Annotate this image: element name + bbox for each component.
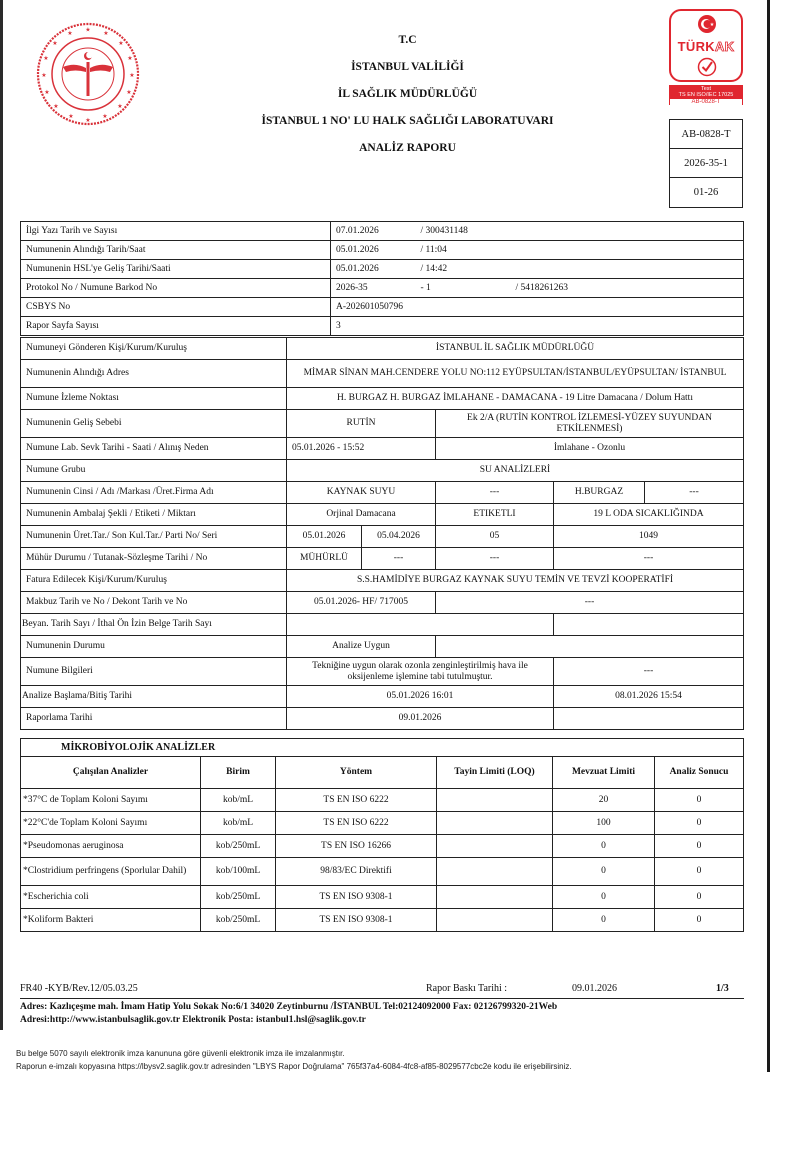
svg-text:★: ★: [67, 31, 73, 37]
table-row: Numune İzleme Noktası H. BURGAZ H. BURGAZ İMLAHANE - DAMACANA - 19 Litre Damacana / Dolum Hattı: [21, 388, 744, 410]
table-row: Rapor Sayfa Sayısı 3: [21, 317, 744, 336]
table-row: Makbuz Tarih ve No / Dekont Tarih ve No 05.01.2026- HF/ 717005 ---: [21, 592, 744, 614]
table-row: Numunenin Geliş Sebebi RUTİN Ek 2/A (RUTİN KONTROL İZLEMESİ-YÜZEY SUYUNDAN ETKİLENMESİ): [21, 410, 744, 438]
table-row: *Pseudomonas aeruginosa kob/250mL TS EN ISO 16266 0 0: [21, 835, 744, 858]
table-row: *37°C de Toplam Koloni Sayımı kob/mL TS EN ISO 6222 20 0: [21, 789, 744, 812]
table-row: *Escherichia coli kob/250mL TS EN ISO 9308-1 0 0: [21, 886, 744, 909]
checkmark-icon: [697, 57, 717, 77]
report-footer: [20, 983, 744, 999]
table-row: Numunenin Cinsi / Adı /Markası /Üret.Firma Adı KAYNAK SUYU --- H.BURGAZ ---: [21, 482, 744, 504]
title-line-report: ANALİZ RAPORU: [359, 142, 456, 154]
svg-text:★: ★: [85, 118, 91, 124]
turkak-wordmark: TÜRKAK: [677, 39, 735, 54]
reference-info-table: [20, 221, 744, 336]
print-date: 09.01.2026: [572, 983, 617, 994]
table-row: Analize Başlama/Bitiş Tarihi 05.01.2026 16:01 08.01.2026 15:54: [21, 686, 744, 708]
accreditation-code: AB-0828-T: [670, 120, 742, 149]
svg-text:★: ★: [117, 104, 123, 110]
svg-text:★: ★: [129, 73, 135, 79]
sample-details-table: [20, 337, 744, 730]
table-row: *Koliform Bakteri kob/250mL TS EN ISO 9308-1 0 0: [21, 909, 744, 932]
svg-text:★: ★: [53, 104, 59, 110]
report-number: 2026-35-1: [670, 149, 742, 178]
svg-text:★: ★: [102, 114, 108, 120]
print-date-label: Rapor Baskı Tarihi :: [426, 983, 508, 994]
form-code: FR40 -KYB/Rev.12/05.03.25: [20, 983, 138, 994]
title-line-directorate: İL SAĞLIK MÜDÜRLÜĞÜ: [337, 88, 478, 100]
table-header-row: Çalışılan Analizler Birim Yöntem Tayin Limiti (LOQ) Mevzuat Limiti Analiz Sonucu: [21, 757, 744, 789]
table-row: İlgi Yazı Tarih ve Sayısı 07.01.2026 / 300431148: [21, 222, 744, 241]
table-row: *22°C'de Toplam Koloni Sayımı kob/mL TS EN ISO 6222 100 0: [21, 812, 744, 835]
table-row: *Clostridium perfringens (Sporlular Dahil) kob/100mL 98/83/EC Direktifi 0 0: [21, 858, 744, 886]
ministry-seal-icon: [33, 22, 143, 126]
svg-text:★: ★: [52, 41, 58, 47]
svg-text:★: ★: [127, 56, 133, 62]
report-header: [0, 0, 800, 215]
turkak-logo: [669, 9, 743, 82]
table-row: Numune Lab. Sevk Tarihi - Saati / Alınış Neden 05.01.2026 - 15:52 İmlahane - Ozonlu: [21, 438, 744, 460]
svg-text:★: ★: [103, 31, 109, 37]
title-line-tc: T.C: [398, 34, 417, 46]
table-row: Numunenin Durumu Analize Uygun: [21, 636, 744, 658]
table-row: Mühür Durumu / Tutanak-Sözleşme Tarihi / No MÜHÜRLÜ --- --- ---: [21, 548, 744, 570]
report-title-block: [230, 32, 585, 167]
title-line-laboratory: İSTANBUL 1 NO' LU HALK SAĞLIĞI LABORATUVARI: [261, 115, 554, 127]
turkak-badge: [669, 9, 745, 106]
table-row: Beyan. Tarih Sayı / İthal Ön İzin Belge Tarih Sayı: [21, 614, 744, 636]
table-row: Fatura Edilecek Kişi/Kurum/Kuruluş S.S.HAMİDİYE BURGAZ KAYNAK SUYU TEMİN VE TEVZİ KOOPERATİFİ: [21, 570, 744, 592]
svg-text:★: ★: [43, 56, 49, 62]
crescent-star-icon: [697, 14, 717, 34]
e-signature-notice: Bu belge 5070 sayılı elektronik imza kanununa göre güvenli elektronik imza ile imzalanmıştır. Raporun e-imzalı kopyasına https://lbysv2.saglik.gov.tr adresinden "LBYS Rapor Doğrulama" 765f37a4-6084-4fc8-af85-8029577cbc2e kodu ile erişebilirsiniz.: [16, 1049, 572, 1071]
svg-text:★: ★: [709, 23, 715, 28]
section-title-row: MİKROBİYOLOJİK ANALİZLER: [21, 739, 744, 757]
svg-text:★: ★: [68, 114, 74, 120]
table-row: Raporlama Tarihi 09.01.2026: [21, 708, 744, 730]
microbiology-results-table: [20, 738, 744, 932]
table-row: Numune Grubu SU ANALİZLERİ: [21, 460, 744, 482]
table-row: Numune Bilgileri Tekniğine uygun olarak ozonla zenginleştirilmiş hava ile oksijenleme işlemine tabi tutulmuştur. ---: [21, 658, 744, 686]
table-row: Numunenin Alındığı Tarih/Saat 05.01.2026 / 11:04: [21, 241, 744, 260]
table-row: Numuneyi Gönderen Kişi/Kurum/Kuruluş İSTANBUL İL SAĞLIK MÜDÜRLÜĞÜ: [21, 338, 744, 360]
svg-text:★: ★: [126, 90, 132, 96]
title-line-governorship: İSTANBUL VALİLİĞİ: [351, 61, 464, 73]
table-row: Numunenin Üret.Tar./ Son Kul.Tar./ Parti No/ Seri 05.01.2026 05.04.2026 05 1049: [21, 526, 744, 548]
svg-text:★: ★: [41, 73, 47, 79]
lab-contact-address: Adres: Kazlıçeşme mah. İmam Hatip Yolu Sokak No:6/1 34020 Zeytinburnu /İSTANBUL Tel:02124092000 Fax: 02126799320-21Web Adresi:http://www.istanbulsaglik.gov.tr Elektronik Posta: istanbul1.hsl@saglik.gov.tr: [20, 1002, 558, 1025]
table-row: Numunenin HSL'ye Geliş Tarihi/Saati 05.01.2026 / 14:42: [21, 260, 744, 279]
report-period: 01-26: [693, 187, 719, 198]
table-row: Numunenin Alındığı Adres MİMAR SİNAN MAH.CENDERE YOLU NO:112 EYÜPSULTAN/İSTANBUL/EYÜPSULTAN/ İSTANBUL: [21, 360, 744, 388]
table-row: Protokol No / Numune Barkod No 2026-35 - 1 / 5418261263: [21, 279, 744, 298]
svg-text:★: ★: [118, 41, 124, 47]
svg-text:★: ★: [85, 27, 91, 34]
report-code-box: [669, 119, 743, 208]
svg-text:★: ★: [44, 90, 50, 96]
accreditation-strip: Test TS EN ISO/IEC 17025 AB-0828-T: [669, 85, 743, 105]
table-row: Numunenin Ambalaj Şekli / Etiketi / Miktarı Orjinal Damacana ETIKETLI 19 L ODA SICAKLIĞINDA: [21, 504, 744, 526]
table-row: CSBYS No A-202601050796: [21, 298, 744, 317]
page-number: 1/3: [716, 983, 729, 994]
